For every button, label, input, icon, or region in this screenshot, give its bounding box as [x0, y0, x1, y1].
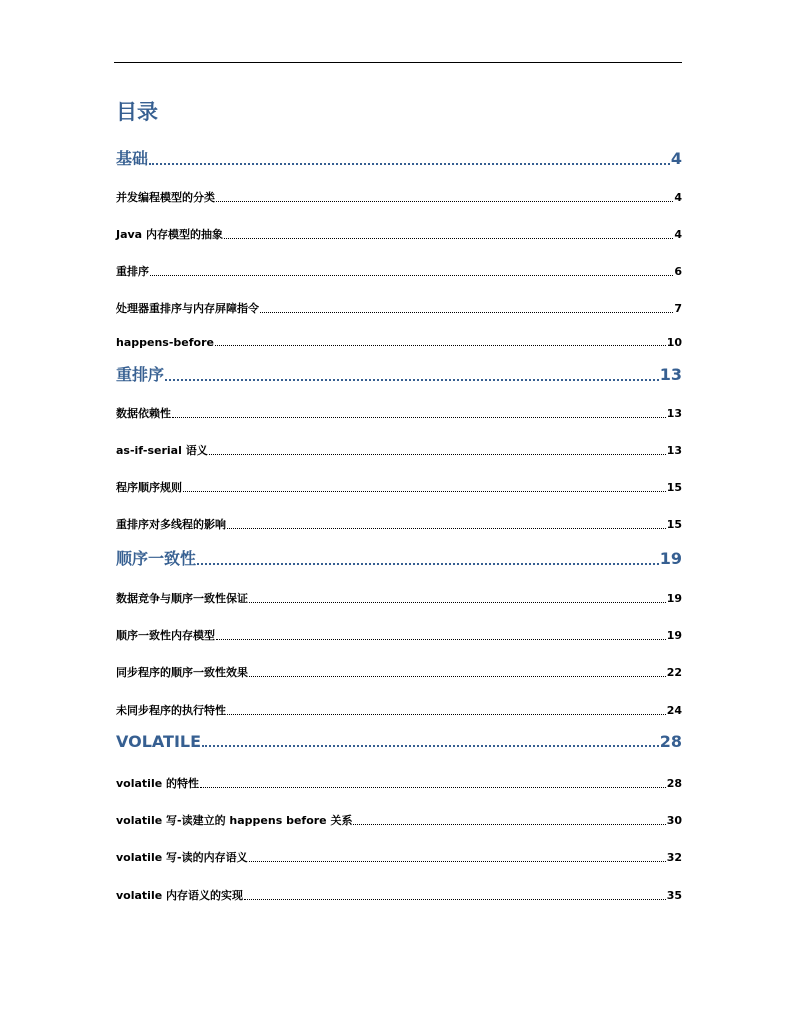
toc-entry-section[interactable] — [116, 405, 682, 421]
toc-entry-page: 13 — [659, 365, 682, 384]
dot-leader — [244, 899, 666, 900]
toc-entry-section[interactable] — [116, 226, 682, 242]
toc-entry-page: 4 — [674, 191, 682, 204]
toc-entry-page: 13 — [666, 444, 682, 457]
toc-entry-label: 重排序 — [116, 365, 165, 384]
toc-entry-label: 基础 — [116, 149, 149, 168]
toc-entry-section[interactable] — [116, 887, 682, 903]
toc-entry-section[interactable] — [116, 664, 682, 680]
toc-entry-page: 19 — [666, 629, 682, 642]
toc-entry-section[interactable] — [116, 702, 682, 718]
toc-entry-page: 30 — [666, 814, 682, 827]
toc-entry-page: 6 — [674, 265, 682, 278]
toc-entry-chapter[interactable] — [116, 732, 682, 751]
toc-entry-label: 数据依赖性 — [116, 407, 171, 420]
dot-leader — [209, 454, 666, 455]
toc-entry-section[interactable] — [116, 263, 682, 279]
toc-entry-chapter[interactable] — [116, 546, 682, 569]
toc-entry-page: 15 — [666, 481, 682, 494]
dot-leader — [260, 312, 673, 313]
dot-leader — [227, 714, 666, 715]
toc-entry-label: 重排序 — [116, 265, 149, 278]
toc-entry-page: 32 — [666, 851, 682, 864]
toc-entry-page: 28 — [666, 777, 682, 790]
toc-entry-label: 并发编程模型的分类 — [116, 191, 215, 204]
dot-leader — [216, 201, 673, 202]
dot-leader — [197, 563, 659, 565]
toc-entry-label: 数据竞争与顺序一致性保证 — [116, 592, 248, 605]
toc-entry-section[interactable] — [116, 849, 682, 865]
dot-leader — [227, 528, 666, 529]
toc-entry-chapter[interactable] — [116, 146, 682, 169]
toc-entry-section[interactable] — [116, 442, 682, 458]
dot-leader — [215, 345, 666, 346]
toc-entry-page: 35 — [666, 889, 682, 902]
toc-entry-label: 顺序一致性 — [116, 549, 197, 568]
toc-entry-label: volatile 写-读的内存语义 — [116, 851, 248, 864]
toc-entry-page: 7 — [674, 302, 682, 315]
toc-entry-section[interactable] — [116, 189, 682, 205]
toc-entry-section[interactable] — [116, 336, 682, 349]
toc-entry-label: 处理器重排序与内存屏障指令 — [116, 302, 259, 315]
toc-entry-label: happens-before — [116, 336, 214, 349]
toc-entry-section[interactable] — [116, 775, 682, 791]
toc-entry-page: 4 — [670, 149, 682, 168]
toc-entry-section[interactable] — [116, 627, 682, 643]
toc-entry-section[interactable] — [116, 812, 682, 828]
toc-entry-label: 顺序一致性内存模型 — [116, 629, 215, 642]
dot-leader — [200, 787, 666, 788]
toc-entry-label: volatile 的特性 — [116, 777, 200, 790]
toc-entry-label: 未同步程序的执行特性 — [116, 704, 226, 717]
dot-leader — [172, 417, 666, 418]
dot-leader — [216, 639, 666, 640]
dot-leader — [249, 676, 666, 677]
dot-leader — [202, 745, 659, 747]
toc-entry-page: 28 — [659, 732, 682, 751]
toc-entry-label: 程序顺序规则 — [116, 481, 182, 494]
toc-entry-section[interactable] — [116, 300, 682, 316]
dot-leader — [224, 238, 673, 239]
dot-leader — [150, 275, 673, 276]
toc-entry-page: 24 — [666, 704, 682, 717]
toc-entry-page: 19 — [659, 549, 682, 568]
dot-leader — [353, 824, 665, 825]
toc-entry-chapter[interactable] — [116, 362, 682, 385]
toc-entry-page: 19 — [666, 592, 682, 605]
toc-title: 目录 — [116, 100, 158, 124]
toc-entry-page: 22 — [666, 666, 682, 679]
dot-leader — [149, 163, 670, 165]
toc-entry-label: as-if-serial 语义 — [116, 444, 208, 457]
toc-entry-page: 15 — [666, 518, 682, 531]
toc-entry-page: 13 — [666, 407, 682, 420]
toc-entry-label: VOLATILE — [116, 732, 202, 751]
toc-entry-label: Java 内存模型的抽象 — [116, 228, 223, 241]
toc-entry-page: 10 — [666, 336, 682, 349]
toc-entry-page: 4 — [674, 228, 682, 241]
toc-entry-section[interactable] — [116, 516, 682, 532]
toc-entry-label: volatile 写-读建立的 happens before 关系 — [116, 814, 353, 827]
toc-entry-label: volatile 内存语义的实现 — [116, 889, 244, 902]
toc-entry-section[interactable] — [116, 479, 682, 495]
dot-leader — [249, 861, 666, 862]
toc-entry-label: 同步程序的顺序一致性效果 — [116, 666, 248, 679]
dot-leader — [165, 379, 659, 381]
toc-entry-section[interactable] — [116, 590, 682, 606]
dot-leader — [183, 491, 666, 492]
dot-leader — [249, 602, 666, 603]
table-of-contents — [116, 0, 682, 1024]
toc-entry-label: 重排序对多线程的影响 — [116, 518, 226, 531]
